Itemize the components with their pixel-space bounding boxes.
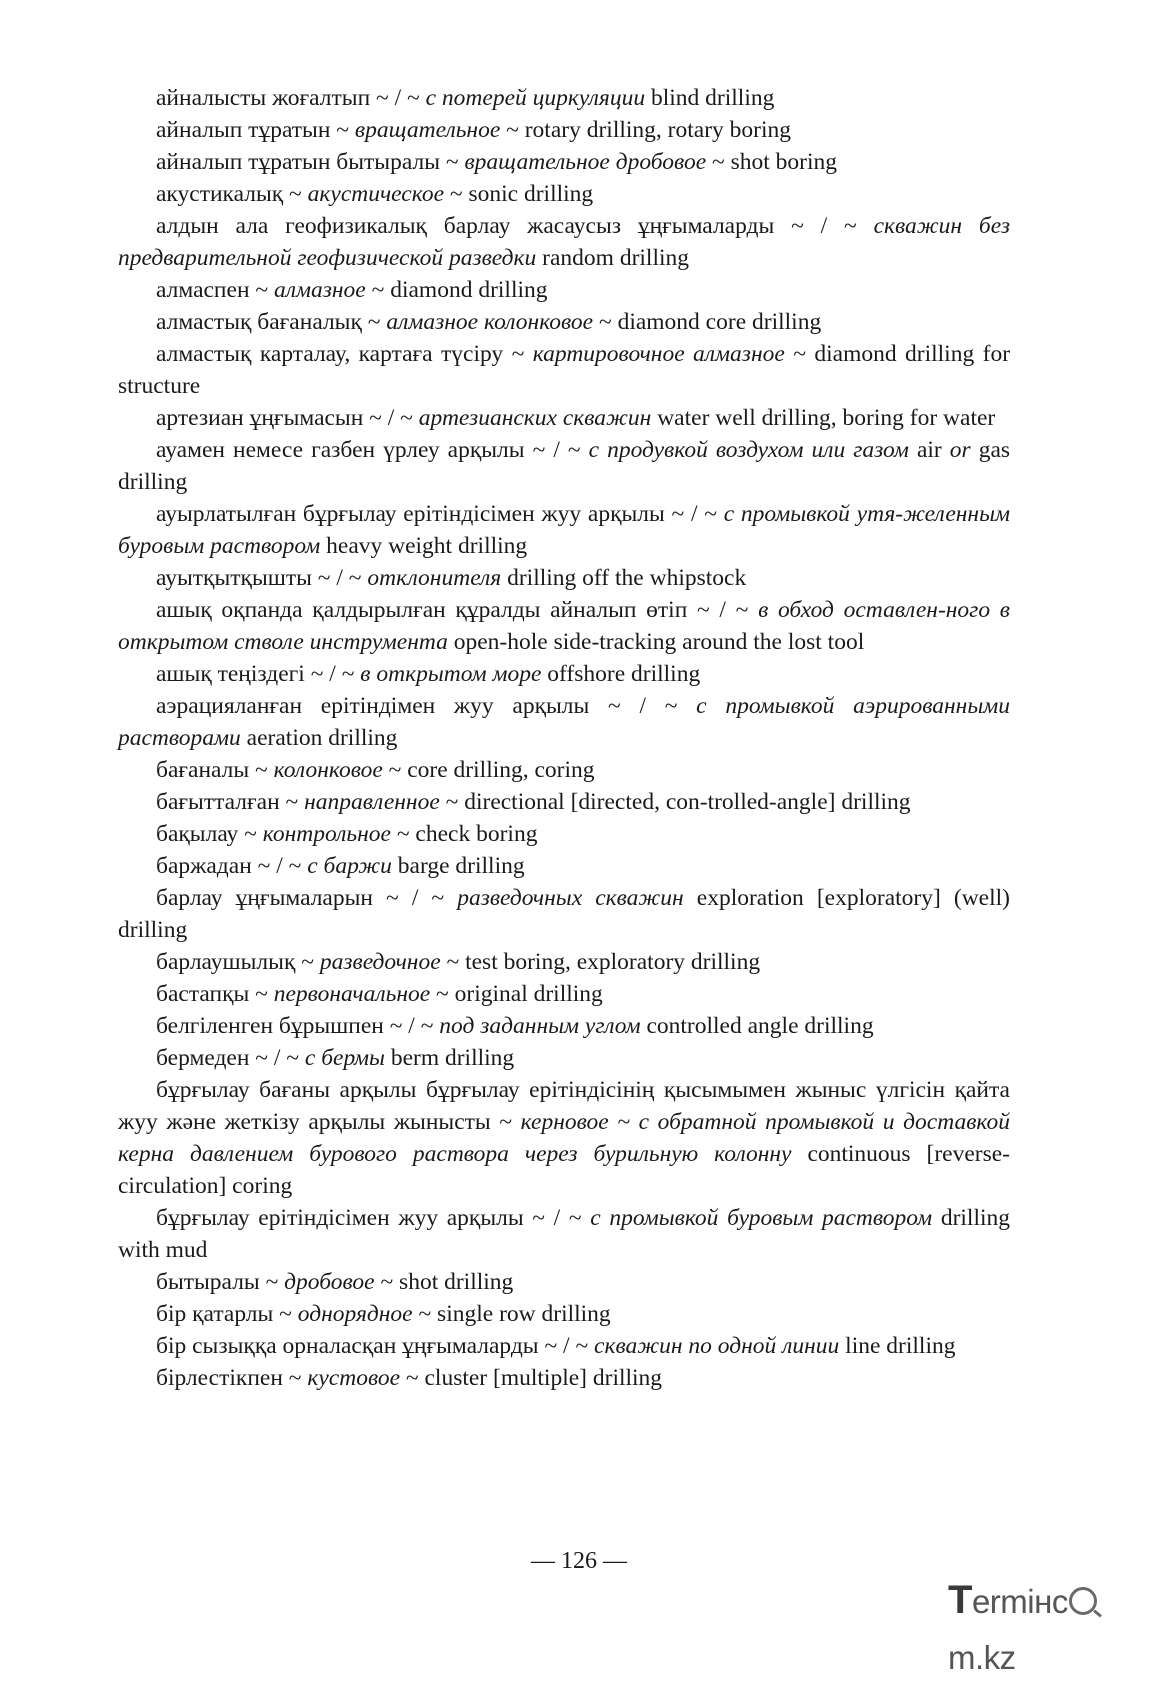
kazakh-term: бермеден ~ / ~: [156, 1045, 300, 1071]
kazakh-term: аэрацияланған ерітіндімен жуу арқылы ~ / ~: [156, 693, 678, 719]
russian-term: разведочное: [319, 949, 441, 975]
kazakh-term: бақылау ~: [156, 821, 257, 847]
english-term: ~ sonic drilling: [449, 181, 594, 207]
english-term: ~ diamond drilling: [371, 277, 548, 303]
english-term: open-hole side-tracking around the lost tool: [453, 629, 865, 655]
russian-term: с промывкой буровым раствором: [590, 1205, 933, 1231]
english-term: ~ original drilling: [436, 981, 603, 1007]
dictionary-entry: [118, 402, 1010, 434]
english-term: random drilling: [542, 245, 690, 271]
russian-term: контрольное: [262, 821, 391, 847]
dictionary-entry: [118, 1042, 1010, 1074]
russian-term: алмазное колонковое: [386, 309, 594, 335]
kazakh-term: алмаспен ~: [156, 277, 269, 303]
dictionary-entry: [118, 1010, 1010, 1042]
dictionary-entries: [118, 82, 1010, 1394]
dictionary-entry: [118, 434, 1010, 498]
dictionary-entry: [118, 1202, 1010, 1266]
kazakh-term: алдын ала геофизикалық барлау жасаусыз ұңғымаларды ~ / ~: [156, 213, 857, 239]
dictionary-entry: [118, 178, 1010, 210]
english-term: ~ shot drilling: [380, 1269, 514, 1295]
dictionary-entry: [118, 594, 1010, 658]
russian-term: однорядное: [297, 1301, 413, 1327]
dictionary-entry: [118, 754, 1010, 786]
dictionary-entry: [118, 146, 1010, 178]
english-term: drilling off the whipstock: [507, 565, 747, 591]
english-term: ~ diamond drilling for structure: [118, 341, 1011, 399]
russian-term: с продувкой воздухом или газом: [588, 437, 909, 463]
dictionary-entry: [118, 306, 1010, 338]
kazakh-term: бытыралы ~: [156, 1269, 279, 1295]
kazakh-term: бағытталған ~: [156, 789, 299, 815]
dictionary-entry: [118, 786, 1010, 818]
russian-term: кустовое: [307, 1365, 401, 1391]
russian-term: с промывкой аэрированными растворами: [118, 693, 1010, 751]
english-term: offshore drilling: [547, 661, 701, 687]
russian-term: отклонителя: [367, 565, 502, 591]
page-number: — 126 —: [531, 1548, 627, 1574]
russian-term: керновое ~ с обратной промывкой и доставкой керна давлением бурового раствора через бурильную колонну: [118, 1109, 1011, 1167]
russian-term: картировочное алмазное: [532, 341, 785, 367]
russian-term: вращательное: [354, 117, 501, 143]
russian-term: с бермы: [304, 1045, 385, 1071]
dictionary-entry: [118, 562, 1010, 594]
russian-term: с баржи: [307, 853, 392, 879]
english-term: heavy weight drilling: [326, 533, 528, 559]
english-term: ~ diamond core drilling: [598, 309, 822, 335]
dictionary-entry: [118, 1298, 1010, 1330]
english-term: air or gas drilling: [118, 437, 1011, 495]
dictionary-entry: [118, 1330, 1010, 1362]
kazakh-term: бұрғылау ерітіндісімен жуу арқылы ~ / ~: [156, 1205, 582, 1231]
dictionary-entry: [118, 946, 1010, 978]
termincom-logo: Termінcm.kz: [948, 1572, 1148, 1628]
kazakh-term: барлаушылық ~: [156, 949, 314, 975]
russian-term: вращательное дробовое: [464, 149, 707, 175]
kazakh-term: бағаналы ~: [156, 757, 268, 783]
english-term: ~ check boring: [396, 821, 538, 847]
kazakh-term: белгіленген бұрышпен ~ / ~: [156, 1013, 434, 1039]
russian-term: направленное: [304, 789, 440, 815]
kazakh-term: ауырлатылған бұрғылау ерітіндісімен жуу арқылы ~ / ~: [156, 501, 717, 527]
russian-term: артезианских скважин: [418, 405, 652, 431]
dictionary-entry: [118, 978, 1010, 1010]
english-term: controlled angle drilling: [646, 1013, 874, 1039]
dictionary-entry: [118, 1362, 1010, 1394]
dictionary-entry: [118, 1266, 1010, 1298]
dictionary-entry: [118, 274, 1010, 306]
english-term: ~ core drilling, coring: [388, 757, 595, 783]
dictionary-entry: [118, 850, 1010, 882]
english-term: ~ rotary drilling, rotary boring: [506, 117, 791, 143]
kazakh-term: ауамен немесе газбен үрлеу арқылы ~ / ~: [156, 437, 581, 463]
kazakh-term: алмастық карталау, картаға түсіру ~: [156, 341, 525, 367]
english-term: ~ shot boring: [712, 149, 837, 175]
dictionary-entry: [118, 210, 1010, 274]
dictionary-entry: [118, 338, 1010, 402]
english-term: water well drilling, boring for water: [657, 405, 996, 431]
russian-term: дробовое: [284, 1269, 375, 1295]
russian-term: колонковое: [273, 757, 383, 783]
english-term: aeration drilling: [246, 725, 398, 751]
english-term: ~ directional [directed, con-trolled-angle] drilling: [445, 789, 911, 815]
dictionary-entry: [118, 658, 1010, 690]
russian-term: разведочных скважин: [457, 885, 684, 911]
english-term: exploration [exploratory] (well) drilling: [118, 885, 1010, 943]
kazakh-term: бұрғылау бағаны арқылы бұрғылау ерітіндісінің қысымымен жыныс үлгісін қайта жуу және жеткізу арқылы жынысты ~: [118, 1077, 1010, 1135]
kazakh-term: бастапқы ~: [156, 981, 268, 1007]
english-term: ~ cluster [multiple] drilling: [405, 1365, 663, 1391]
russian-term: скважин без предварительной геофизической разведки: [118, 213, 1011, 271]
english-term: continuous [reverse-circulation] coring: [118, 1141, 1011, 1199]
english-term: ~ single row drilling: [418, 1301, 611, 1327]
kazakh-term: ашық теңіздегі ~ / ~: [156, 661, 355, 687]
kazakh-term: артезиан ұңғымасын ~ / ~: [156, 405, 413, 431]
dictionary-entry: [118, 82, 1010, 114]
dictionary-entry: [118, 690, 1010, 754]
kazakh-term: алмастық бағаналық ~: [156, 309, 381, 335]
kazakh-term: айналып тұратын бытыралы ~: [156, 149, 459, 175]
english-term: ~ test boring, exploratory drilling: [446, 949, 761, 975]
kazakh-term: баржадан ~ / ~: [156, 853, 302, 879]
dictionary-entry: [118, 114, 1010, 146]
russian-term: в открытом море: [360, 661, 542, 687]
kazakh-term: барлау ұңғымаларын ~ / ~: [156, 885, 445, 911]
russian-term: первоначальное: [273, 981, 431, 1007]
english-term: berm drilling: [390, 1045, 515, 1071]
english-term: blind drilling: [650, 85, 775, 111]
russian-term: с промывкой утя-желенным буровым раствором: [118, 501, 1010, 559]
kazakh-term: бірлестікпен ~: [156, 1365, 302, 1391]
russian-term: скважин по одной линии: [594, 1333, 840, 1359]
russian-term: акустическое: [307, 181, 445, 207]
english-term: barge drilling: [397, 853, 525, 879]
kazakh-term: айналысты жоғалтып ~ / ~: [156, 85, 420, 111]
russian-term: алмазное: [273, 277, 366, 303]
dictionary-entry: [118, 1074, 1010, 1202]
kazakh-term: ашық оқпанда қалдырылған құралды айналып өтіп ~ / ~: [156, 597, 749, 623]
kazakh-term: айналып тұратын ~: [156, 117, 350, 143]
kazakh-term: ауытқытқышты ~ / ~: [156, 565, 362, 591]
russian-term: с потерей циркуляции: [425, 85, 646, 111]
kazakh-term: бір қатарлы ~: [156, 1301, 292, 1327]
kazakh-term: бір сызыққа орналасқан ұңғымаларды ~ / ~: [156, 1333, 589, 1359]
kazakh-term: акустикалық ~: [156, 181, 302, 207]
dictionary-entry: [118, 882, 1010, 946]
russian-term: в обход оставлен-ного в открытом стволе инструмента: [118, 597, 1010, 655]
english-term: drilling with mud: [118, 1205, 1011, 1263]
dictionary-entry: [118, 498, 1010, 562]
russian-term: под заданным углом: [439, 1013, 641, 1039]
dictionary-entry: [118, 818, 1010, 850]
english-term: line drilling: [845, 1333, 956, 1359]
